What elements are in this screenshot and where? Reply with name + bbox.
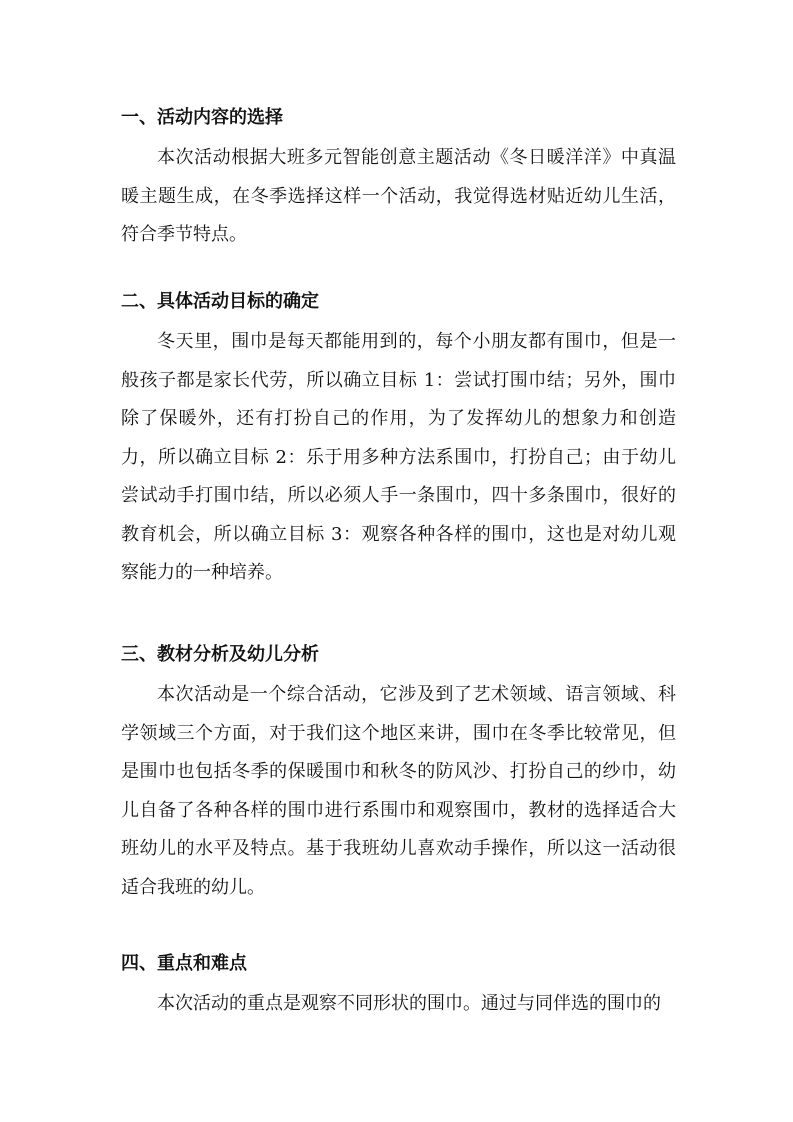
section-4-body: 本次活动的重点是观察不同形状的围巾。通过与同伴选的围巾的	[157, 993, 661, 1014]
section-2-heading: 二、具体活动目标的确定	[121, 291, 319, 312]
section-1-heading: 一、活动内容的选择	[121, 107, 283, 128]
section-4-heading: 四、重点和难点	[121, 953, 247, 974]
section-3-body: 本次活动是一个综合活动，它涉及到了艺术领域、语言领域、科学领域三个方面，对于我们这个地区来讲，围巾在冬季比较常见，但是围巾也包括冬季的保暖围巾和秋冬的防风沙、打扮自己的纱巾，幼儿自备了各种各样的围巾进行系围巾和观察围巾，教材的选择适合大班幼儿的水平及特点。基于我班幼儿喜欢动手操作，所以这一活动很适合我班的幼儿。	[121, 684, 676, 898]
section-1-body: 本次活动根据大班多元智能创意主题活动《冬日暖洋洋》中真温暖主题生成，在冬季选择这样一个活动，我觉得选材贴近幼儿生活，符合季节特点。	[121, 147, 676, 245]
section-3-heading: 三、教材分析及幼儿分析	[121, 644, 319, 665]
section-2-body: 冬天里，围巾是每天都能用到的，每个小朋友都有围巾，但是一般孩子都是家长代劳，所以确立目标 1：尝试打围巾结；另外，围巾除了保暖外，还有打扮自己的作用，为了发挥幼儿的想象力和创造力，所以确立目标 2：乐于用多种方法系围巾，打扮自己；由于幼儿尝试动手打围巾结，所以必须人手一条围巾，四十多条围巾，很好的教育机会，所以确立目标 3：观察各种各样的围巾，这也是对幼儿观察能力的一种培养。	[121, 331, 676, 583]
